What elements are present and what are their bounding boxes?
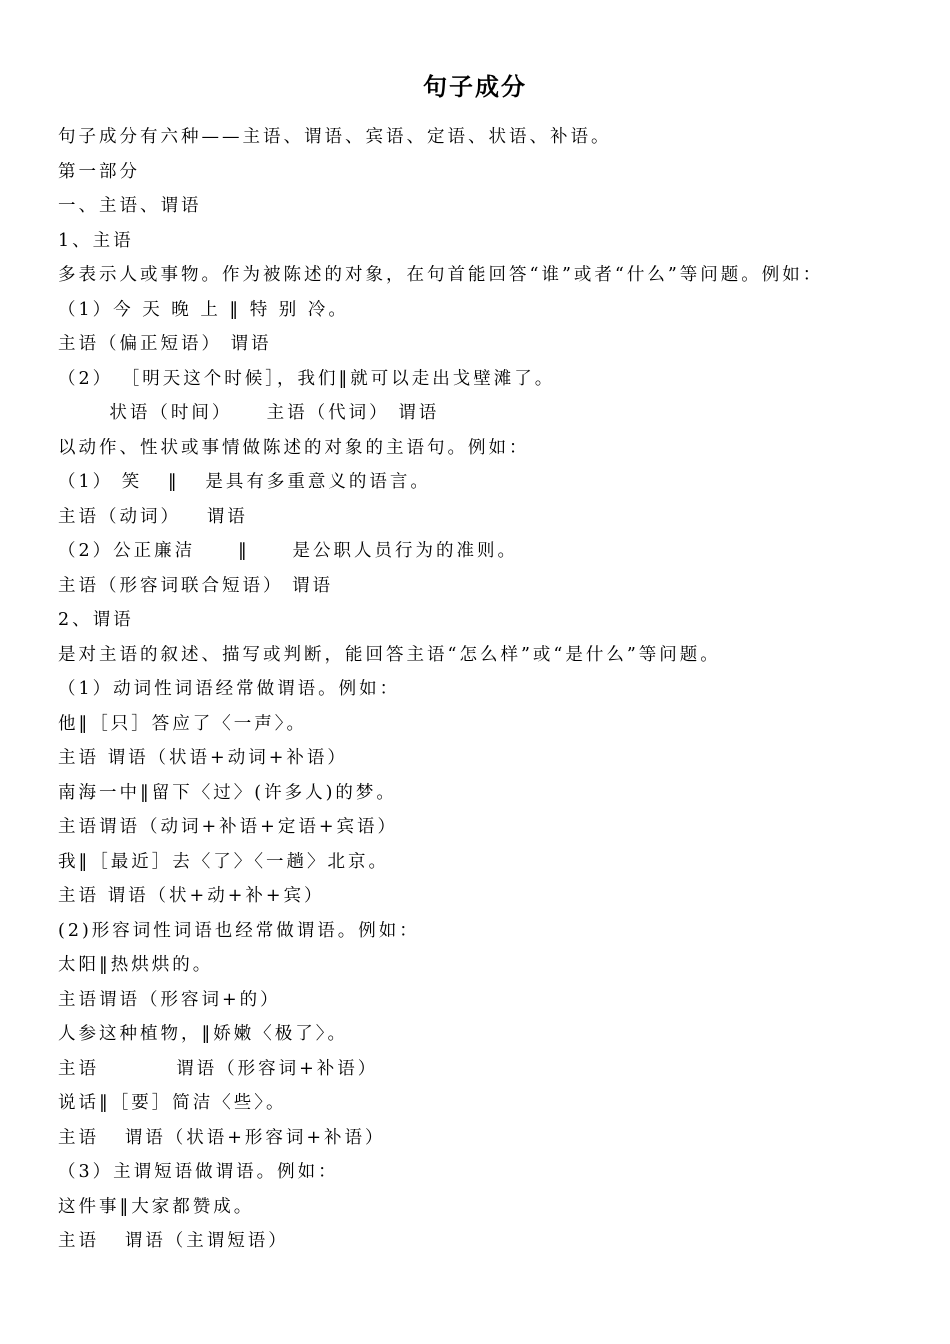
annotation-line: 主语（偏正短语） 谓语 — [58, 334, 272, 354]
text-line: 以动作、性状或事情做陈述的对象的主语句。例如： — [58, 437, 530, 458]
annotation-line: 主语 谓语（状+动+补+宾） — [58, 886, 325, 906]
subsection-heading: 1、主语 — [58, 230, 134, 251]
annotation-line: 主语谓语（形容词+的） — [58, 989, 281, 1010]
example-line: （1） 笑 ‖ 是具有多重意义的语言。 — [58, 472, 431, 492]
example-line: 他‖［只］答应了〈一声〉。 — [58, 713, 307, 734]
annotation-line: 主语 谓语（主谓短语） — [58, 1231, 289, 1251]
example-line: 这件事‖大家都赞成。 — [58, 1196, 255, 1217]
annotation-line: 主语（形容词联合短语） 谓语 — [58, 575, 334, 596]
annotation-line: 主语 谓语（状语+动词+补语） — [58, 748, 348, 768]
example-line: 太阳‖热烘烘的。 — [58, 955, 214, 975]
text-line: （1）动词性词语经常做谓语。例如： — [58, 679, 401, 699]
annotation-line: 主语谓语（动词+补语+定语+宾语） — [58, 817, 398, 837]
example-line: （2） ［明天这个时候］，我们‖就可以走出戈壁滩了。 — [58, 368, 556, 389]
example-line: 说话‖［要］简洁〈些〉。 — [58, 1093, 287, 1113]
text-line: 多表示人或事物。作为被陈述的对象，在句首能回答“谁”或者“什么”等问题。例如： — [58, 265, 824, 285]
section-heading: 一、主语、谓语 — [58, 196, 202, 216]
text-line: 是对主语的叙述、描写或判断，能回答主语“怎么样”或“是什么”等问题。 — [58, 644, 721, 665]
document-body — [58, 120, 938, 1259]
page-title: 句子成分 — [423, 73, 527, 101]
subsection-heading: 2、谓语 — [58, 610, 134, 630]
annotation-line: 状语（时间） 主语（代词） 谓语 — [58, 403, 440, 423]
text-line: 句子成分有六种——主语、谓语、宾语、定语、状语、补语。 — [58, 127, 612, 147]
example-line: 南海一中‖留下〈过〉(许多人)的梦。 — [58, 782, 397, 803]
text-line: (2)形容词性词语也经常做谓语。例如： — [58, 920, 420, 941]
annotation-line: 主语 谓语（状语+形容词+补语） — [58, 1127, 386, 1148]
text-line: （3）主谓短语做谓语。例如： — [58, 1162, 339, 1182]
example-line: 我‖［最近］去〈了〉〈一趟〉北京。 — [58, 851, 389, 872]
section-heading: 第一部分 — [58, 161, 140, 182]
example-line: 人参这种植物，‖娇嫩〈极了〉。 — [58, 1024, 348, 1044]
example-line: （1）今 天 晚 上 ‖ 特 别 冷。 — [58, 299, 349, 320]
annotation-line: 主语（动词） 谓语 — [58, 506, 248, 527]
example-line: （2）公正廉洁 ‖ 是公职人员行为的准则。 — [58, 541, 519, 561]
annotation-line: 主语 谓语（形容词+补语） — [58, 1058, 379, 1079]
